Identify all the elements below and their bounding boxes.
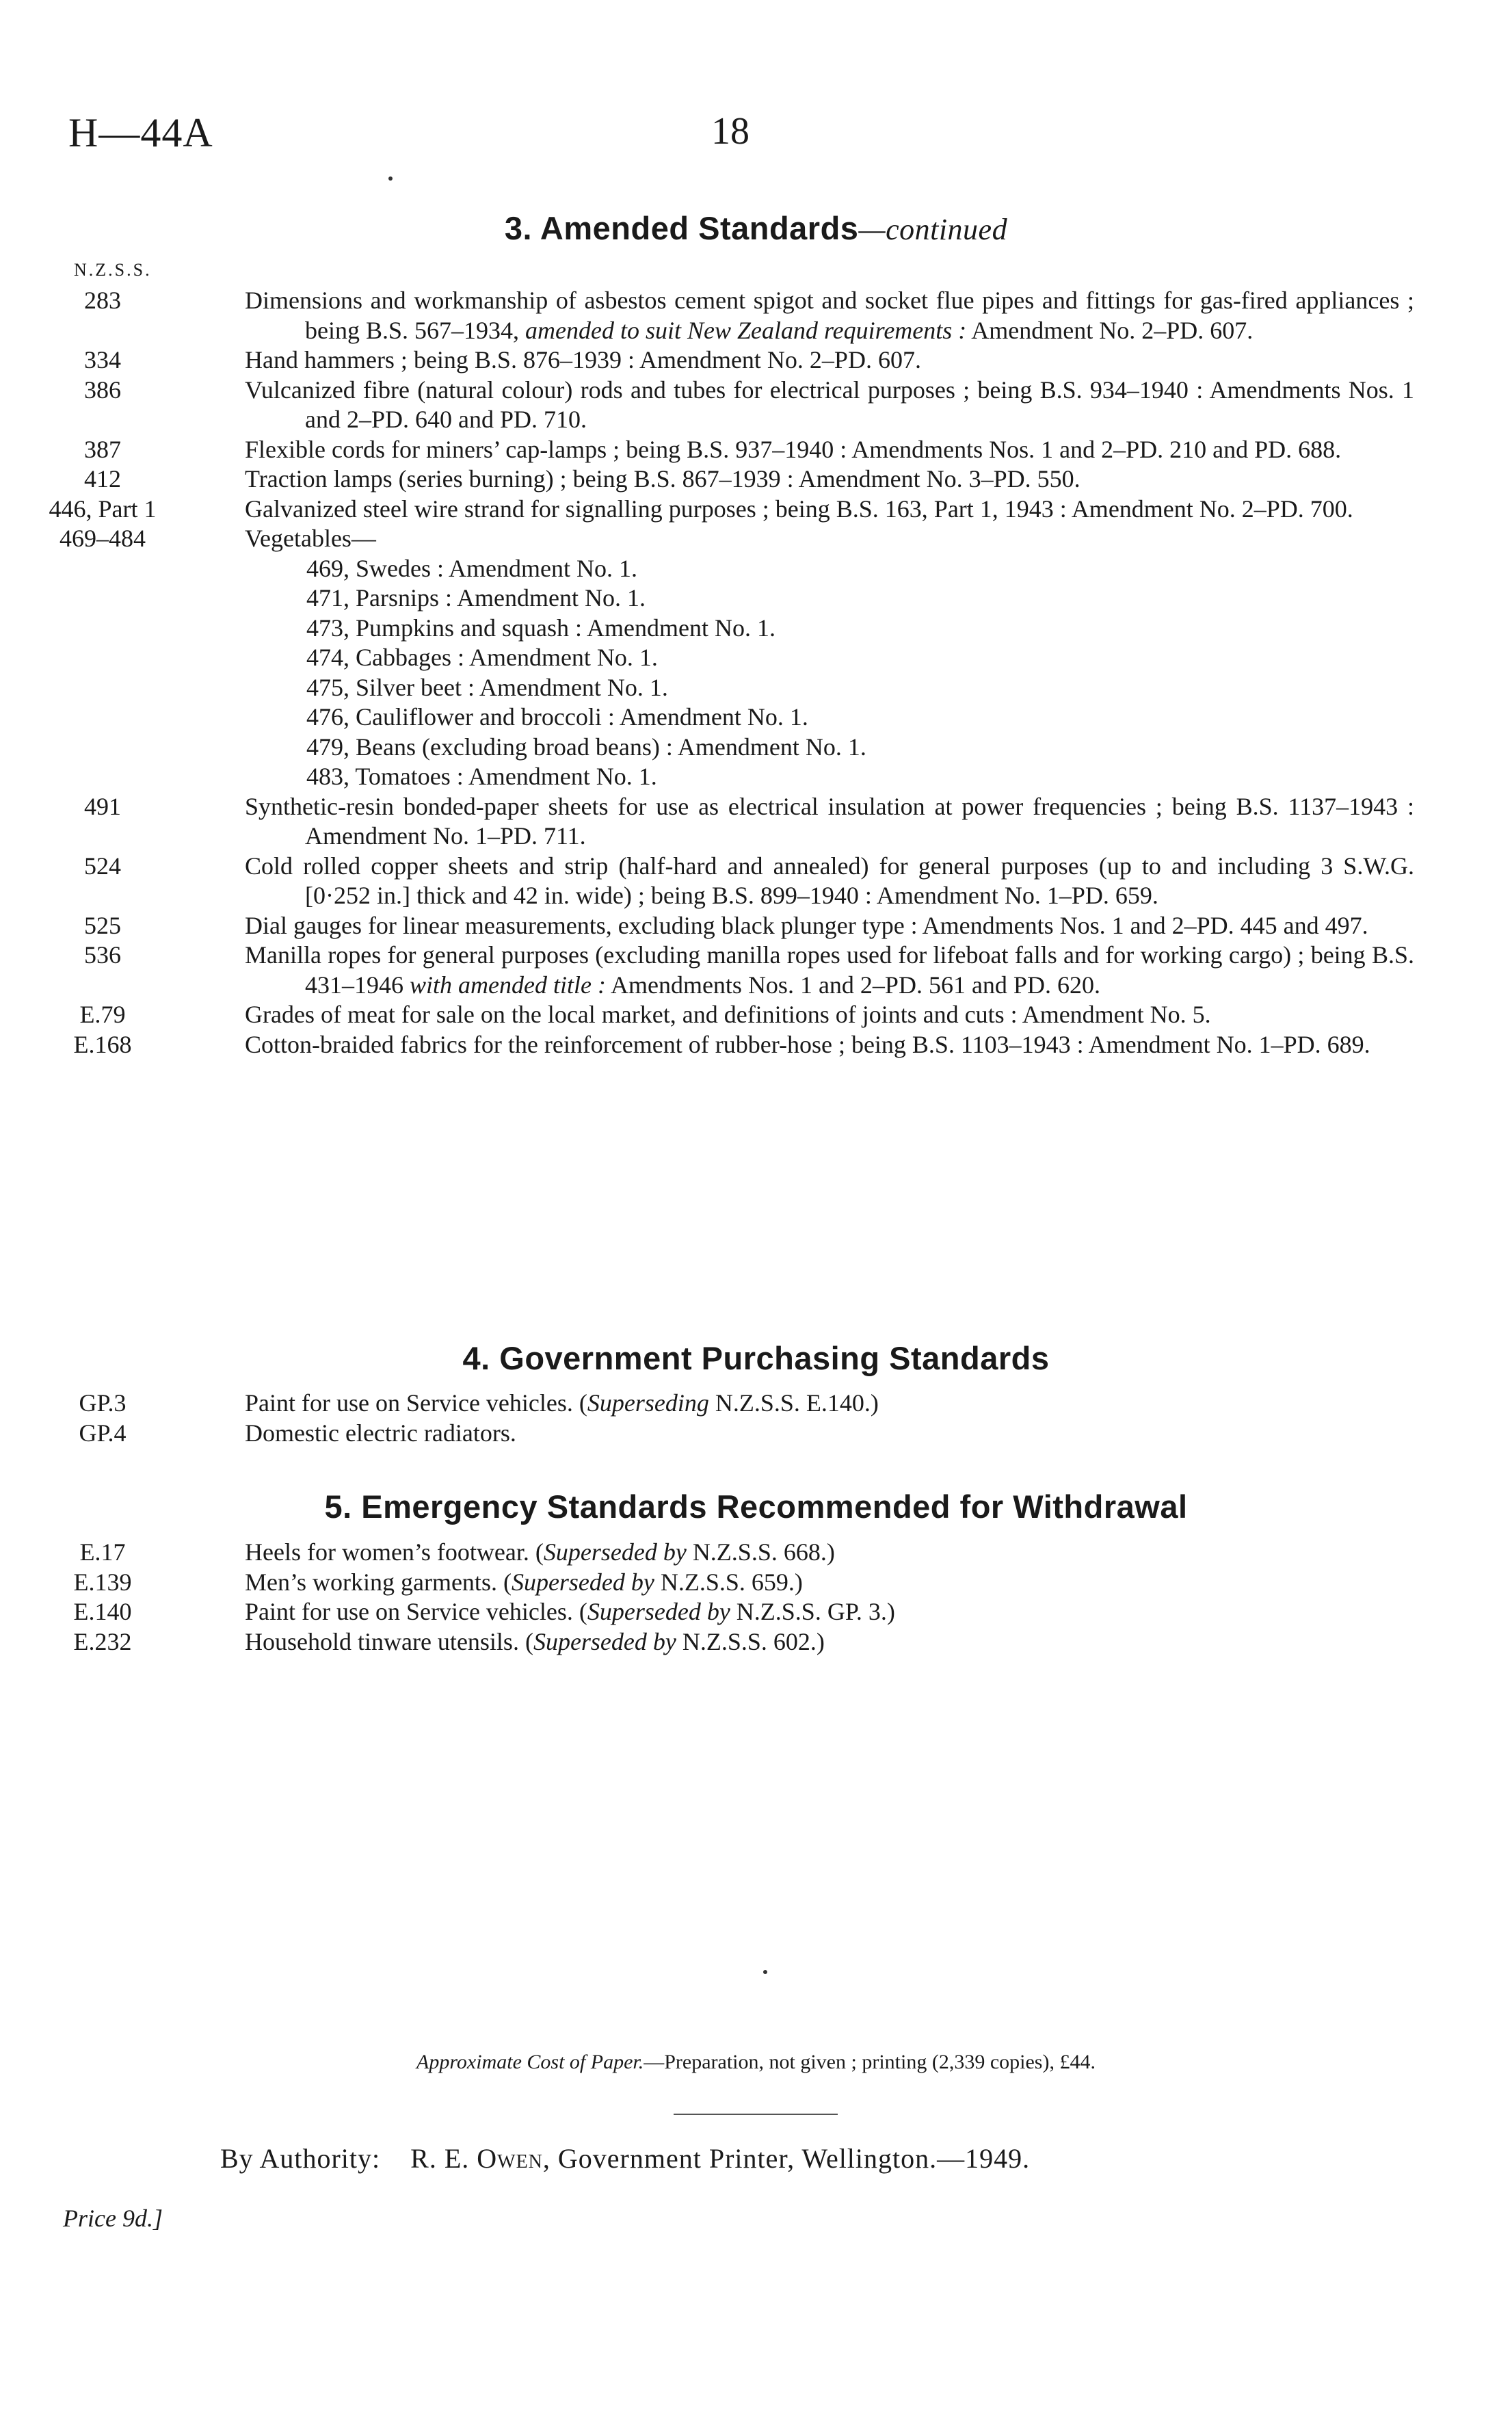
- description-italic: with amended title :: [410, 971, 606, 999]
- section-4-heading: 4. Government Purchasing Standards: [462, 1340, 1050, 1376]
- standard-number: E.17: [79, 1538, 126, 1566]
- price: Price 9d.]: [63, 2205, 163, 2232]
- description-pre: Domestic electric radiators.: [245, 1419, 516, 1447]
- vegetable-item: 479, Beans (excluding broad beans) : Amendment No. 1.: [306, 733, 866, 761]
- standard-number: 491: [84, 792, 121, 820]
- list-item: [0, 524, 1512, 554]
- standard-number: E.79: [79, 1001, 126, 1028]
- authority-prefix: By Authority:: [220, 2143, 381, 2174]
- standard-description: [245, 1389, 1414, 1419]
- description-pre: Dial gauges for linear measurements, excluding black plunger type : Amendments Nos. 1 and 2–PD. 445 and 497.: [245, 911, 1368, 939]
- standard-number: 386: [84, 376, 121, 404]
- description-post: Amendment No. 2–PD. 607.: [966, 316, 1254, 344]
- vegetable-item: 474, Cabbages : Amendment No. 1.: [306, 644, 658, 671]
- description-post: N.Z.S.S. E.140.): [708, 1389, 879, 1417]
- standard-description: [245, 435, 1414, 465]
- standard-number: E.139: [73, 1568, 132, 1596]
- description-pre: Hand hammers ; being B.S. 876–1939 : Amendment No. 2–PD. 607.: [245, 346, 921, 373]
- list-item: [0, 286, 1512, 345]
- standard-number: GP.3: [79, 1389, 127, 1417]
- standard-number: 469–484: [59, 525, 146, 552]
- list-item: [0, 1568, 1512, 1598]
- standard-description: [245, 524, 1414, 554]
- approximate-cost-note: [0, 2051, 1512, 2074]
- list-item: [0, 495, 1512, 525]
- section-4-list: [0, 1389, 1512, 1448]
- standard-number: 387: [84, 435, 121, 463]
- standard-description: [245, 1419, 1414, 1449]
- standard-number: E.140: [73, 1598, 132, 1625]
- cost-text: —Preparation, not given ; printing (2,339 copies), £44.: [644, 2051, 1096, 2073]
- standard-number: 283: [84, 287, 121, 314]
- standard-description: [245, 286, 1414, 345]
- description-italic: amended to suit New Zealand requirements :: [525, 316, 967, 344]
- description-pre: Household tinware utensils. (: [245, 1627, 533, 1655]
- standard-description: [245, 1538, 1414, 1568]
- standard-number: 524: [84, 852, 121, 880]
- standard-description: [245, 1568, 1414, 1598]
- description-pre: Manilla ropes for general purposes (excluding manilla ropes used for lifeboat falls and for working cargo) ; being B.S. 431–1946: [245, 941, 1414, 999]
- vegetable-item: 475, Silver beet : Amendment No. 1.: [306, 673, 668, 701]
- description-italic: Superseded by: [587, 1598, 730, 1625]
- description-pre: Vegetables—: [245, 525, 376, 552]
- list-item: [0, 941, 1512, 1000]
- authority-line: [220, 2142, 1030, 2174]
- description-pre: Vulcanized fibre (natural colour) rods and tubes for electrical purposes ; being B.S. 934–1940 : Amendments Nos. 1 and 2–PD. 640 and PD. 710.: [245, 376, 1414, 433]
- standard-description: [245, 464, 1414, 495]
- standard-number: E.168: [73, 1030, 132, 1058]
- page-number: 18: [711, 110, 750, 153]
- description-post: N.Z.S.S. 602.): [676, 1627, 825, 1655]
- section-3-title: 3. Amended Standards: [504, 210, 859, 246]
- description-pre: Cold rolled copper sheets and strip (half-hard and annealed) for general purposes (up to and including 3 S.W.G. [0·252 in.] thick and 42 in. wide) ; being B.S. 899–1940 : Amendment No. 1–PD. 659.: [245, 852, 1414, 909]
- section-5-heading: 5. Emergency Standards Recommended for Withdrawal: [324, 1488, 1188, 1525]
- description-pre: Paint for use on Service vehicles. (: [245, 1389, 587, 1417]
- vegetable-item: 471, Parsnips : Amendment No. 1.: [306, 584, 646, 612]
- list-item: [0, 464, 1512, 495]
- description-pre: Men’s working garments. (: [245, 1568, 512, 1596]
- standard-description: [245, 1597, 1414, 1627]
- description-post: Amendments Nos. 1 and 2–PD. 561 and PD. 620.: [605, 971, 1100, 999]
- column-head-nzss: N.Z.S.S.: [74, 260, 152, 280]
- printer-initials: R. E.: [410, 2143, 470, 2174]
- section-3-heading: [0, 209, 1512, 247]
- description-pre: Flexible cords for miners’ cap-lamps ; being B.S. 937–1940 : Amendments Nos. 1 and 2–PD. 210 and PD. 688.: [245, 435, 1342, 463]
- standard-number: E.232: [73, 1627, 132, 1655]
- description-pre: Heels for women’s footwear. (: [245, 1538, 544, 1566]
- list-item: [0, 435, 1512, 465]
- description-post: N.Z.S.S. 668.): [686, 1538, 835, 1566]
- standard-description: [245, 1000, 1414, 1030]
- section-3-continued: —continued: [858, 213, 1008, 246]
- standard-number: 525: [84, 911, 121, 939]
- ink-speck: [388, 176, 393, 181]
- list-item: [0, 1419, 1512, 1449]
- standard-number: 446, Part 1: [49, 495, 157, 523]
- printer-name: Owen,: [477, 2143, 551, 2174]
- list-item: [0, 792, 1512, 852]
- description-italic: Superseding: [587, 1389, 709, 1417]
- standard-number: 334: [84, 346, 121, 373]
- list-item: [0, 345, 1512, 376]
- standard-description: [245, 911, 1414, 941]
- authority-suffix: Government Printer, Wellington.—1949.: [557, 2143, 1031, 2174]
- vegetable-item: 483, Tomatoes : Amendment No. 1.: [306, 763, 657, 790]
- list-item: [0, 852, 1512, 911]
- description-pre: Traction lamps (series burning) ; being B.S. 867–1939 : Amendment No. 3–PD. 550.: [245, 465, 1080, 492]
- standard-description: [245, 792, 1414, 852]
- vegetable-item: 469, Swedes : Amendment No. 1.: [306, 554, 637, 582]
- list-item: [0, 1389, 1512, 1419]
- section-3-list: [0, 286, 1512, 1060]
- standard-description: [245, 1030, 1414, 1060]
- standard-description: [245, 376, 1414, 435]
- list-item: [0, 1597, 1512, 1627]
- list-item: [0, 376, 1512, 435]
- description-italic: Superseded by: [533, 1627, 676, 1655]
- description-pre: Cotton-braided fabrics for the reinforcement of rubber-hose ; being B.S. 1103–1943 : Amendment No. 1–PD. 689.: [245, 1030, 1370, 1058]
- description-post: N.Z.S.S. 659.): [654, 1568, 803, 1596]
- standard-description: [245, 345, 1414, 376]
- standard-description: [245, 495, 1414, 525]
- document-reference: H—44A: [68, 110, 213, 155]
- description-pre: Grades of meat for sale on the local market, and definitions of joints and cuts : Amendment No. 5.: [245, 1001, 1211, 1028]
- description-post: N.Z.S.S. GP. 3.): [730, 1598, 895, 1625]
- standard-description: [245, 1627, 1414, 1657]
- standard-description: [245, 852, 1414, 911]
- standard-description: [245, 941, 1414, 1000]
- list-item: [0, 1000, 1512, 1030]
- ink-speck: [763, 1970, 767, 1974]
- description-pre: Synthetic-resin bonded-paper sheets for use as electrical insulation at power frequencies ; being B.S. 1137–1943 : Amendment No. 1–PD. 711.: [245, 792, 1414, 850]
- description-pre: Paint for use on Service vehicles. (: [245, 1598, 587, 1625]
- description-italic: Superseded by: [543, 1538, 687, 1566]
- list-item: [0, 911, 1512, 941]
- description-italic: Superseded by: [511, 1568, 654, 1596]
- section-5-list: [0, 1538, 1512, 1657]
- standard-number: 536: [84, 941, 121, 969]
- description-pre: Galvanized steel wire strand for signalling purposes ; being B.S. 163, Part 1, 1943 : Amendment No. 2–PD. 700.: [245, 495, 1353, 523]
- cost-label: Approximate Cost of Paper.: [416, 2051, 644, 2073]
- list-item: [0, 1030, 1512, 1060]
- list-item: [0, 1538, 1512, 1568]
- standard-number: 412: [84, 465, 121, 492]
- vegetable-item: 473, Pumpkins and squash : Amendment No. 1.: [306, 614, 775, 642]
- list-item: [0, 1627, 1512, 1657]
- description-pre: Dimensions and workmanship of asbestos cement spigot and socket flue pipes and fittings for gas-fired appliances ; being B.S. 567–1934,: [245, 287, 1414, 344]
- vegetable-item: 476, Cauliflower and broccoli : Amendment No. 1.: [306, 703, 808, 731]
- standard-number: GP.4: [79, 1419, 127, 1447]
- divider-rule: [674, 2114, 838, 2115]
